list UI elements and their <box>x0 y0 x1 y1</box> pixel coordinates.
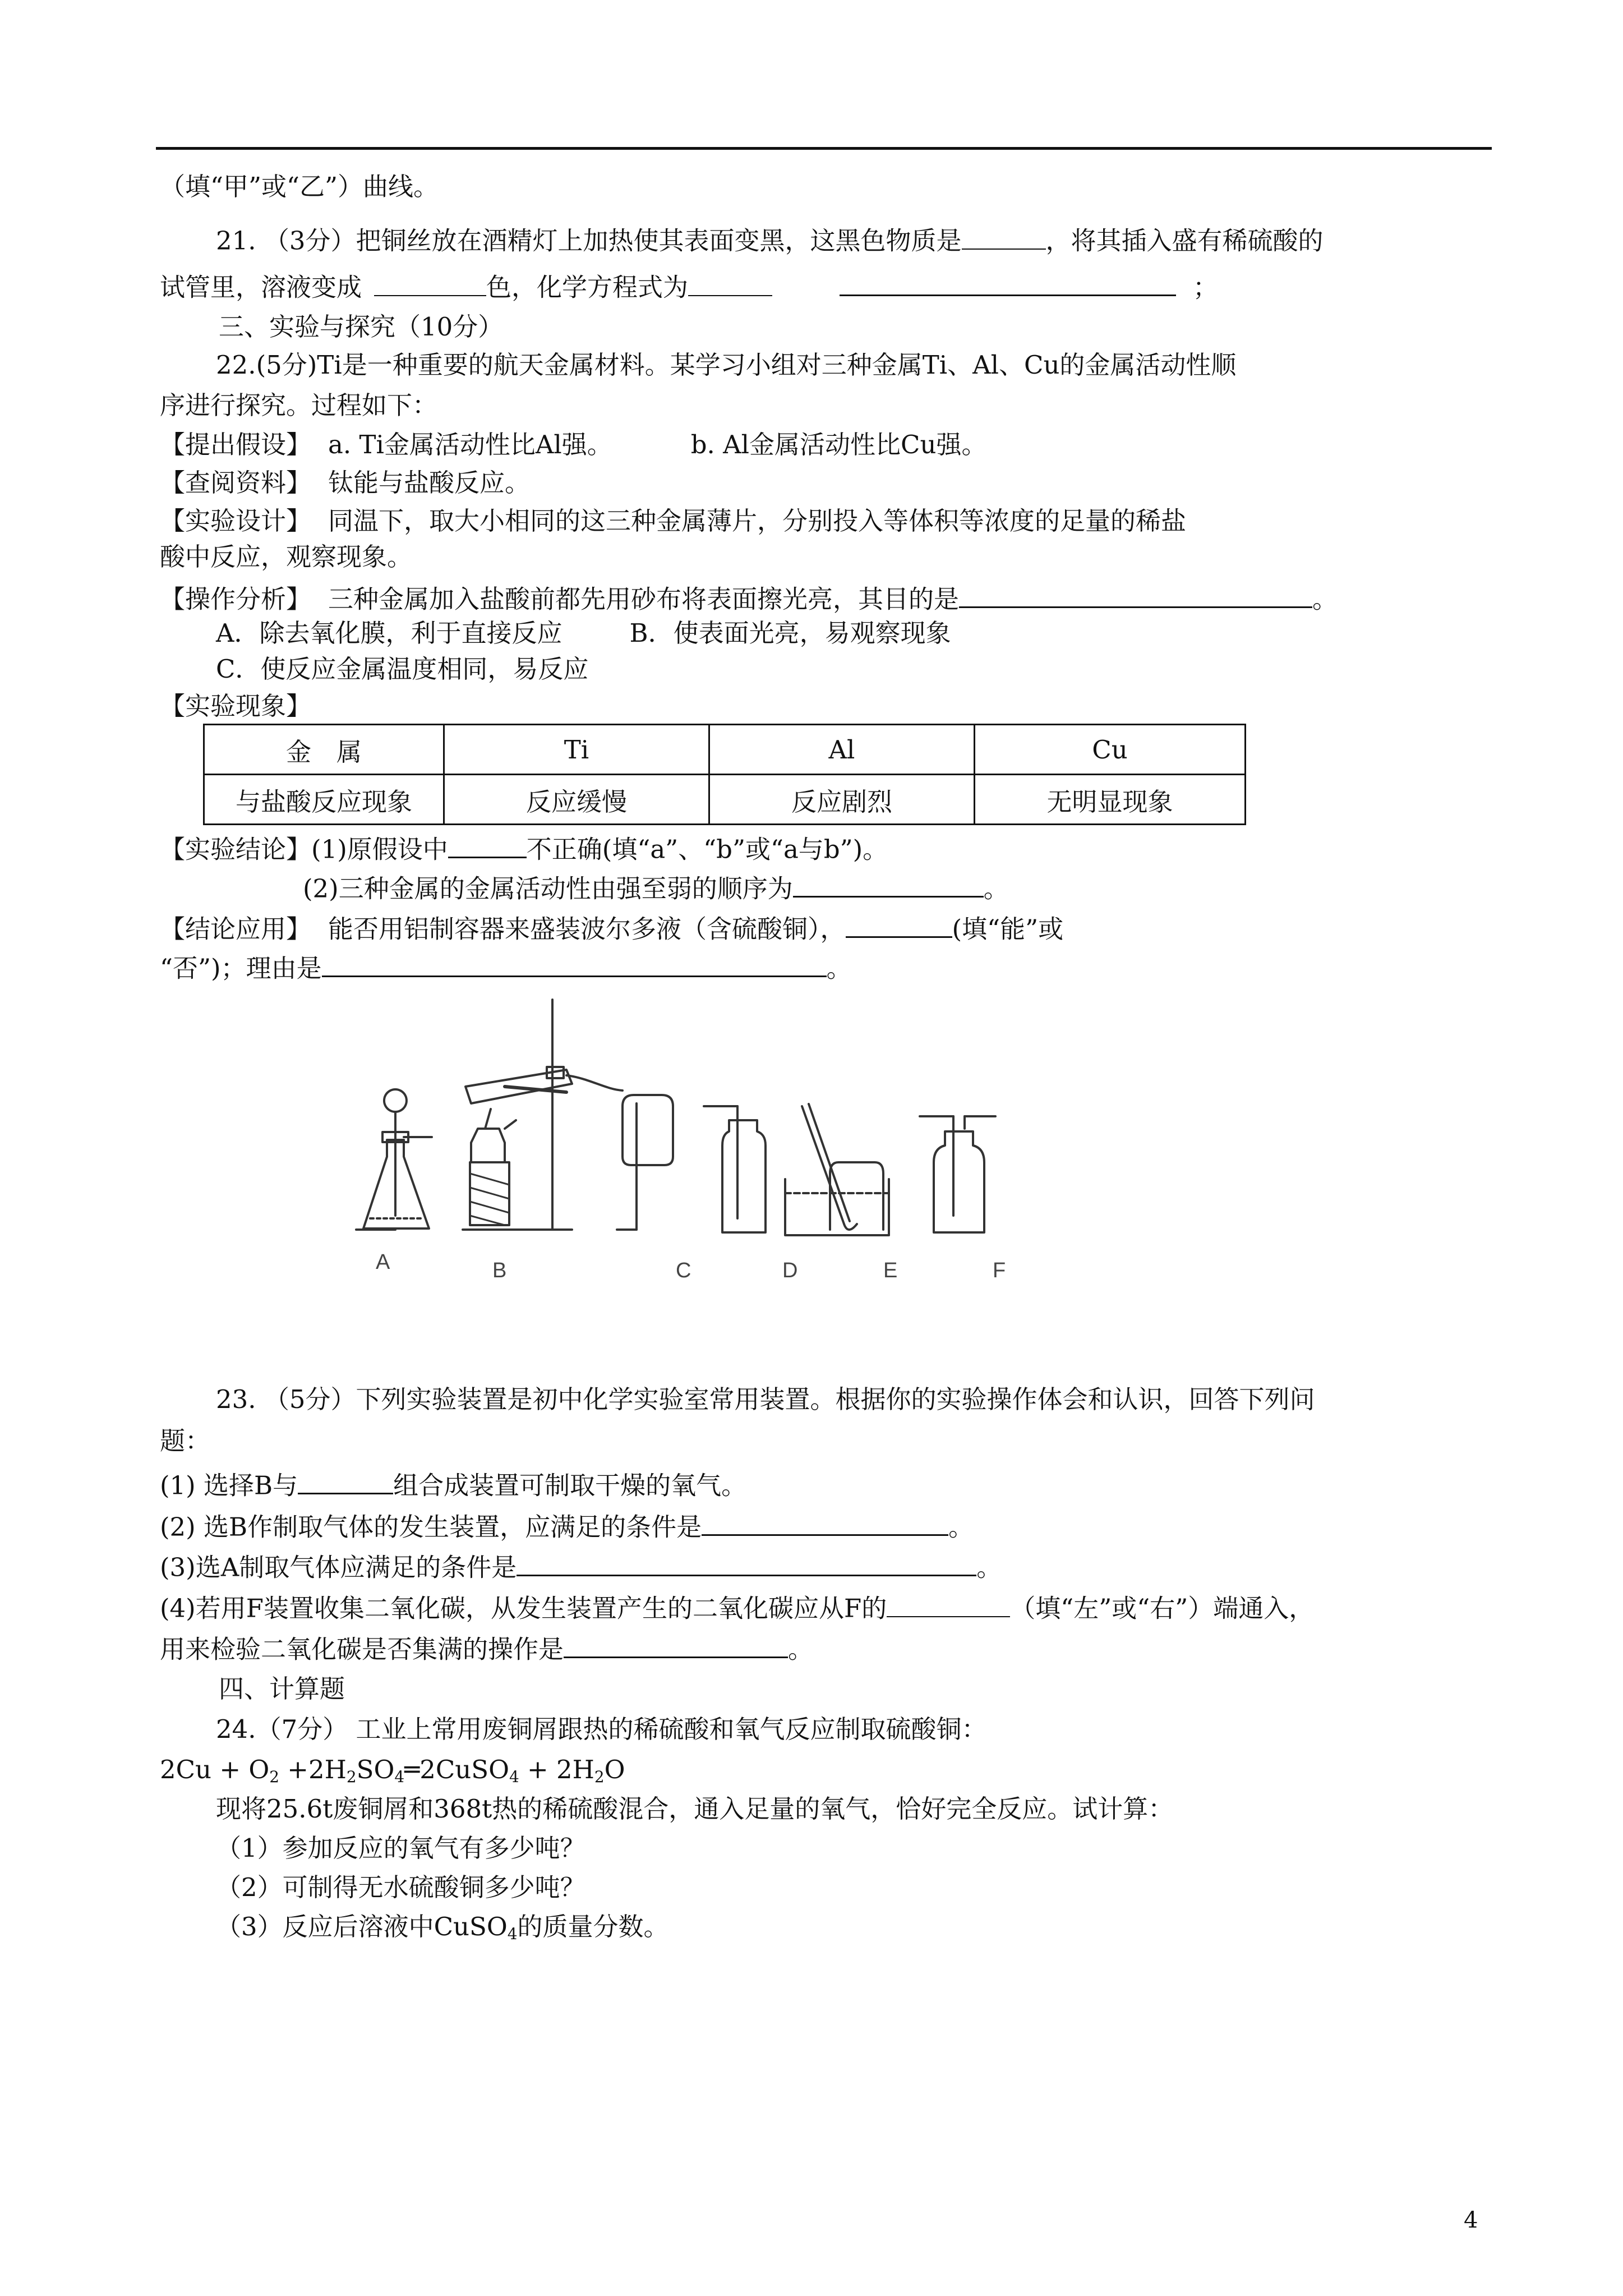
section-label: 【操作分析】 <box>160 584 312 614</box>
operation-end: 。 <box>1312 584 1338 614</box>
table-row <box>204 775 1246 825</box>
q24-text: （3）反应后溶液中CuSO <box>216 1912 508 1941</box>
conclusion-blank1[interactable] <box>448 834 527 858</box>
q21-line2 <box>160 272 1218 300</box>
apparatus-label: A <box>376 1250 390 1274</box>
q21-text: 21. （3分）把铜丝放在酒精灯上加热使其表面变黑，这黑色物质是 <box>216 226 962 256</box>
equation-subscript: 2 <box>269 1767 279 1786</box>
apparatus-label: E <box>883 1259 898 1282</box>
q23-text: 。 <box>976 1552 1002 1582</box>
conclusion-text: 不正确(填“a”、“b”或“a与b”)。 <box>526 834 888 864</box>
q22-operation <box>160 583 1338 612</box>
q23-blank1[interactable] <box>298 1470 393 1494</box>
conclusion-text: (1)原假设中 <box>311 834 448 864</box>
q23-text: 用来检验二氧化碳是否集满的操作是 <box>160 1634 564 1664</box>
application-text: (填“能”或 <box>952 914 1064 944</box>
q23-text: (3)选A制取气体应满足的条件是 <box>160 1552 517 1582</box>
application-text: “否”)；理由是 <box>160 953 322 983</box>
q24-line3: 现将25.6t废铜屑和368t热的稀硫酸混合，通入足量的氧气，恰好完全反应。试计算： <box>216 1794 1174 1824</box>
conclusion-blank2[interactable] <box>793 873 984 898</box>
table-header-cell: 金 属 <box>204 725 444 775</box>
q22-line2: 序进行探究。过程如下： <box>160 390 438 420</box>
q23-text: (2) 选B作制取气体的发生装置，应满足的条件是 <box>160 1512 702 1542</box>
operation-text: 三种金属加入盐酸前都先用砂布将表面擦光亮，其目的是 <box>328 584 960 614</box>
table-cell: 反应缓慢 <box>444 775 709 825</box>
section-label: 【结论应用】 <box>160 914 312 944</box>
table-header-cell: Cu <box>975 725 1246 775</box>
q24-equation <box>160 1755 625 1786</box>
q22-phenomenon-label: 【实验现象】 <box>160 691 312 721</box>
q21-blank4[interactable] <box>840 272 1176 296</box>
q21-text: ，将其插入盛有稀硫酸的 <box>1045 226 1324 256</box>
q22-design <box>160 506 1187 536</box>
q23-text: （填“左”或“右”）端通入， <box>1010 1593 1315 1623</box>
q23-blank3[interactable] <box>517 1552 976 1576</box>
apparatus-b <box>463 1000 623 1230</box>
q24-line1: 24.（7分） 工业上常用废铜屑跟热的稀硫酸和氧气反应制取硫酸铜： <box>216 1714 987 1744</box>
q22-line1: 22.(5分)Ti是一种重要的航天金属材料。某学习小组对三种金属Ti、Al、Cu的金属活动性顺 <box>216 350 1237 380</box>
section-label: 【查阅资料】 <box>160 468 312 498</box>
q23-blank5[interactable] <box>564 1634 788 1658</box>
prev-question-tail: （填“甲”或“乙”）曲线。 <box>160 172 439 201</box>
q21-blank1[interactable] <box>962 226 1046 250</box>
operation-blank[interactable] <box>959 583 1312 608</box>
phenomenon-table <box>203 724 1246 825</box>
design-text: 同温下，取大小相同的这三种金属薄片，分别投入等体积等浓度的足量的稀盐 <box>328 506 1187 536</box>
q24-sub2: （2）可制得无水硫酸铜多少吨？ <box>216 1872 585 1902</box>
equation-part: SO <box>356 1755 395 1784</box>
q23-blank2[interactable] <box>702 1511 948 1536</box>
equation-part: ═2CuSO <box>404 1755 509 1784</box>
application-blank2[interactable] <box>322 953 827 977</box>
section-label: 【提出假设】 <box>160 430 312 459</box>
table-cell: 无明显现象 <box>975 775 1246 825</box>
q23-part1 <box>160 1470 747 1501</box>
q22-application <box>160 913 1063 942</box>
q23-text: (4)若用F装置收集二氧化碳，从发生装置产生的二氧化碳应从F的 <box>160 1593 887 1623</box>
formula-subscript: 4 <box>507 1924 518 1943</box>
option-b: B．使表面光亮，易观察现象 <box>629 618 951 648</box>
equation-part: +2H <box>279 1755 347 1784</box>
section-label: 【实验设计】 <box>160 506 312 536</box>
table-cell: 反应剧烈 <box>709 775 975 825</box>
q22-reference <box>160 468 531 498</box>
section-label: 【实验结论】 <box>160 834 312 864</box>
equation-subscript: 4 <box>394 1767 405 1786</box>
apparatus-f <box>920 1116 995 1232</box>
q24-text: 的质量分数。 <box>517 1912 669 1941</box>
q23-line1: 23. （5分）下列实验装置是初中化学实验室常用装置。根据你的实验操作体会和认识，回答下列问 <box>216 1384 1315 1414</box>
q24-sub3 <box>216 1912 669 1943</box>
q23-text: 组合成装置可制取干燥的氧气。 <box>393 1470 747 1501</box>
apparatus-c <box>617 1095 673 1230</box>
conclusion-text: 。 <box>983 873 1009 904</box>
header-rule <box>156 147 1492 150</box>
q21-text: 色，化学方程式为 <box>486 272 689 302</box>
section3-title: 三、实验与探究（10分） <box>219 312 504 342</box>
q23-part4 <box>160 1593 1314 1621</box>
q23-part5 <box>160 1634 813 1662</box>
equation-subscript: 4 <box>509 1767 519 1786</box>
apparatus-figure <box>336 994 1110 1291</box>
hypothesis-a: a. Ti金属活动性比Al强。 <box>328 430 612 459</box>
q24-sub1: （1）参加反应的氧气有多少吨？ <box>216 1833 585 1863</box>
equation-subscript: 2 <box>346 1767 357 1786</box>
q21-text: ； <box>1193 272 1219 302</box>
table-cell: 与盐酸反应现象 <box>204 775 444 825</box>
apparatus-e <box>785 1104 889 1235</box>
q22-option-c: C．使反应金属温度相同，易反应 <box>216 654 589 684</box>
equation-part: 2Cu + O <box>160 1755 270 1784</box>
equation-part: O <box>604 1755 625 1784</box>
apparatus-label: D <box>782 1259 798 1282</box>
equation-subscript: 2 <box>594 1767 605 1786</box>
table-header-cell: Al <box>709 725 975 775</box>
table-header-row <box>204 725 1246 775</box>
equation-part: + 2H <box>519 1755 594 1784</box>
q23-line2: 题： <box>160 1426 211 1456</box>
conclusion-text: (2)三种金属的金属活动性由强至弱的顺序为 <box>303 873 793 904</box>
q22-options-ab <box>216 620 951 646</box>
section4-title: 四、计算题 <box>219 1674 345 1704</box>
q23-part2 <box>160 1511 974 1540</box>
q21-text: 试管里，溶液变成 <box>160 272 362 302</box>
q23-text: 。 <box>948 1512 974 1542</box>
apparatus-d <box>704 1106 766 1232</box>
application-text: 。 <box>826 953 852 983</box>
apparatus-label: B <box>492 1259 507 1282</box>
q23-text: 。 <box>788 1634 814 1664</box>
application-blank1[interactable] <box>846 913 952 938</box>
apparatus-a <box>356 1089 432 1230</box>
q22-application-line2 <box>160 953 852 981</box>
q22-design-line2: 酸中反应，观察现象。 <box>160 542 413 572</box>
q22-conclusion1 <box>160 834 888 862</box>
q21-line1 <box>216 226 1324 254</box>
application-text: 能否用铝制容器来盛装波尔多液（含硫酸铜）， <box>328 914 846 944</box>
q21-blank2[interactable] <box>374 272 486 296</box>
q23-blank4[interactable] <box>887 1593 1010 1617</box>
q23-part3 <box>160 1552 1002 1580</box>
q21-blank3[interactable] <box>688 272 772 296</box>
reference-text: 钛能与盐酸反应。 <box>328 468 531 498</box>
table-header-cell: Ti <box>444 725 709 775</box>
option-a: A．除去氧化膜，利于直接反应 <box>216 618 562 648</box>
apparatus-label: F <box>993 1259 1006 1282</box>
page-number: 4 <box>1464 2207 1478 2233</box>
hypothesis-b: b. Al金属活动性比Cu强。 <box>690 430 987 459</box>
q22-conclusion2 <box>303 873 1009 904</box>
q23-text: (1) 选择B与 <box>160 1470 298 1501</box>
q22-hypothesis <box>160 432 986 457</box>
apparatus-label: C <box>676 1259 691 1282</box>
